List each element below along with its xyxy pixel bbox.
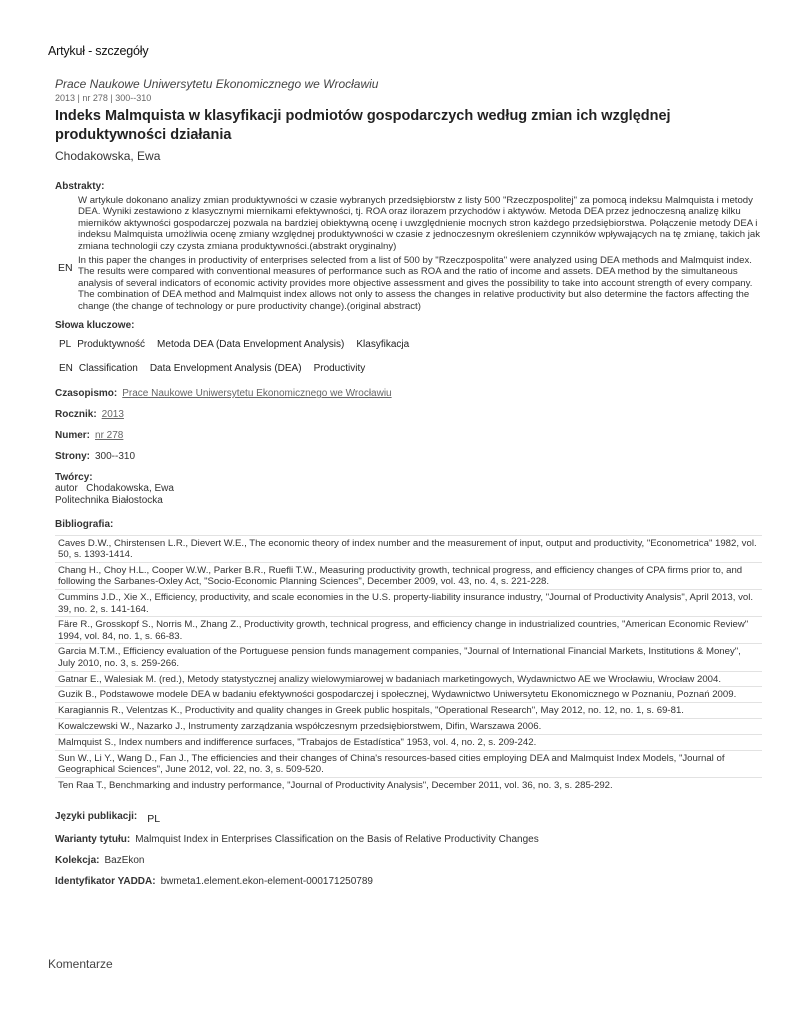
bibliography-item: Kowalczewski W., Nazarko J., Instrumenty zarządzania współczesnym przedsiębiorstwem, Difin, Warszawa 2006.: [55, 719, 762, 735]
bibliography-label: Bibliografia:: [55, 519, 114, 531]
bibliography-item: Malmquist S., Index numbers and indifference surfaces, "Trabajos de Estadística" 1953, vol. 4, no. 2, s. 209-242.: [55, 735, 762, 751]
article-title: Indeks Malmquista w klasyfikacji podmiotów gospodarczych według zmian ich względnej produktywności działania: [55, 108, 671, 143]
creator-affiliation: Politechnika Białostocka: [55, 495, 163, 507]
comments-heading: Komentarze: [48, 957, 113, 971]
keyword-lang: PL: [59, 339, 72, 351]
languages-value: PL: [147, 813, 161, 826]
bibliography-item: Färe R., Grosskopf S., Norris M., Zhang Z., Productivity growth, technical progress, and efficiency change in industrialized countries, "American Economic Review" 1994, vol. 84, no. 1, s. 66-83.: [55, 617, 762, 644]
keywords-section: [55, 320, 762, 374]
keyword[interactable]: Klasyfikacja: [356, 339, 410, 351]
number-link[interactable]: nr 278: [95, 430, 124, 442]
bibliography-section: [55, 519, 762, 792]
abstract-pl: [55, 195, 762, 252]
abstract-text: In this paper the changes in productivity of enterprises selected from a list of 500 by "Rzeczpospolita" were analyzed using DEA methods and Malmquist index. The results were compared with conventional measures of performance such as ROA and the ratio of income and assets. DEA method by the simultaneous analysis of several indicators of economic activity provides more objective assessment and gives the possibility to take into account strength of every company. The combination of DEA method and Malmquist index allows not only to assess the changes in relative productivity but also determine the factors affecting the change (the change of technology or pure productivity change).(original abstract): [78, 255, 753, 312]
year-field: [55, 409, 762, 420]
languages-label: Języki publikacji:: [55, 811, 138, 823]
creators-label: Twórcy:: [55, 472, 93, 484]
pages-value: 300--310: [95, 451, 136, 463]
bibliography-item: Guzik B., Podstawowe modele DEA w badaniu efektywności gospodarczej i społecznej, Wydawnictwo Uniwersytetu Ekonomicznego w Poznaniu, Poznań 2009.: [55, 687, 762, 703]
yadda-field: [55, 876, 762, 887]
keywords-row-pl: [55, 339, 762, 350]
keywords-label: Słowa kluczowe:: [55, 320, 135, 332]
bibliography-item: Karagiannis R., Velentzas K., Productivity and quality changes in Greek public hospitals, "Operational Research", May 2012, no. 12, no. 1, s. 69-81.: [55, 703, 762, 719]
bibliography-item: Gatnar E., Walesiak M. (red.), Metody statystycznej analizy wielowymiarowej w badaniach marketingowych, Wydawnictwo AE we Wrocławiu, Wrocław 2004.: [55, 672, 762, 688]
journal-label: Czasopismo:: [55, 388, 118, 400]
keyword[interactable]: Metoda DEA (Data Envelopment Analysis): [157, 339, 345, 351]
keyword[interactable]: Produktywność: [77, 339, 146, 351]
pages-field: [55, 451, 762, 462]
year-link[interactable]: 2013: [101, 409, 124, 421]
abstract-lang: [55, 195, 78, 252]
number-field: [55, 430, 762, 441]
collection-label: Kolekcja:: [55, 855, 100, 867]
abstract-lang: EN: [58, 262, 73, 275]
number-label: Numer:: [55, 430, 91, 442]
bibliography-item: Ten Raa T., Benchmarking and industry performance, "Journal of Productivity Analysis", December 2011, vol. 36, no. 3, s. 285-292.: [58, 779, 613, 791]
keyword[interactable]: Classification: [78, 363, 138, 375]
creators-section: [55, 472, 762, 507]
collection-field: [55, 855, 762, 866]
bibliography-list: [55, 535, 762, 792]
keyword[interactable]: Data Envelopment Analysis (DEA): [149, 363, 302, 375]
bibliography-item: Cummins J.D., Xie X., Efficiency, productivity, and scale economies in the U.S. property-liability insurance industry, "Journal of Productivity Analysis", April 2013, vol. 39, no. 2, s. 141-164.: [55, 590, 762, 617]
pages-label: Strony:: [55, 451, 90, 463]
page-heading: Artykuł - szczegóły: [48, 44, 149, 58]
publication-languages: [55, 810, 762, 826]
issue-meta: 2013 | nr 278 | 300--310: [55, 93, 152, 103]
yadda-label: Identyfikator YADDA:: [55, 876, 156, 888]
title-variants-field: [55, 834, 762, 845]
article-author: Chodakowska, Ewa: [55, 149, 161, 163]
yadda-value: bwmeta1.element.ekon-element-000171250789: [160, 876, 373, 888]
abstract-en: [55, 255, 762, 312]
bibliography-item: Sun W., Li Y., Wang D., Fan J., The efficiencies and their changes of China's resources-based cities employing DEA and Malmquist Index Models, "Journal of Geographical Sciences", June 2012, vol. 22, no. 3, s. 509-520.: [55, 751, 762, 778]
bibliography-item: Chang H., Choy H.L., Cooper W.W., Parker B.R., Ruefli T.W., Measuring productivity growth, technical progress, and efficiency changes of CPA firms prior to, and following the Sarbanes-Oxley Act, "Socio-Economic Planning Sciences", December 2009, vol. 43, no. 4, s. 221-228.: [55, 563, 762, 590]
journal-name: Prace Naukowe Uniwersytetu Ekonomicznego we Wrocławiu: [55, 77, 379, 91]
bibliography-item: Garcia M.T.M., Efficiency evaluation of the Portuguese pension funds management companies, "Journal of International Financial Markets, Institutions & Money", July 2010, no. 3, s. 259-266.: [55, 644, 762, 671]
keyword[interactable]: Productivity: [313, 363, 366, 375]
abstracts-section: [55, 181, 762, 312]
journal-field: [55, 388, 762, 399]
title-variants-value: Malmquist Index in Enterprises Classification on the Basis of Relative Productivity Changes: [135, 834, 539, 846]
article-details: [55, 77, 762, 887]
keyword-lang: EN: [59, 363, 73, 375]
journal-link[interactable]: Prace Naukowe Uniwersytetu Ekonomicznego we Wrocławiu: [122, 388, 392, 400]
abstract-text: W artykule dokonano analizy zmian produktywności w czasie wybranych przedsiębiorstw z listy 500 "Rzeczpospolitej" za pomocą indeksu Malmquista i metody DEA. Wyniki zestawiono z klasycznymi miernikami efektywności, tj. ROA oraz ilorazem przychodów i aktywów. Metoda DEA przez jednoczesną analizę kilku mierników aktywności gospodarczej pozwala na bardziej obiektywną ocenę i uwzględnienie mocnych stron każdego przedsiębiorstwa. Połączenie metody DEA i indeksu Malmquista umożliwia ocenę zmiany względnej produktywności w czasie z jednoczesnym określeniem czynników wpływających na tę zmianę, takich jak zmiana technologii czy czysta zmiana produktywności.(abstrakt oryginalny): [78, 195, 760, 252]
bibliography-item: Caves D.W., Chirstensen L.R., Dievert W.E., The economic theory of index number and the measurement of input, output and productivity, "Econometrica" 1982, vol. 50, s. 1393-1414.: [55, 536, 762, 563]
abstracts-label: Abstrakty:: [55, 181, 105, 192]
keywords-row-en: [55, 363, 762, 374]
creator-role: autor Chodakowska, Ewa: [55, 483, 174, 495]
year-label: Rocznik:: [55, 409, 97, 421]
collection-value: BazEkon: [104, 855, 145, 867]
title-variants-label: Warianty tytułu:: [55, 834, 131, 846]
